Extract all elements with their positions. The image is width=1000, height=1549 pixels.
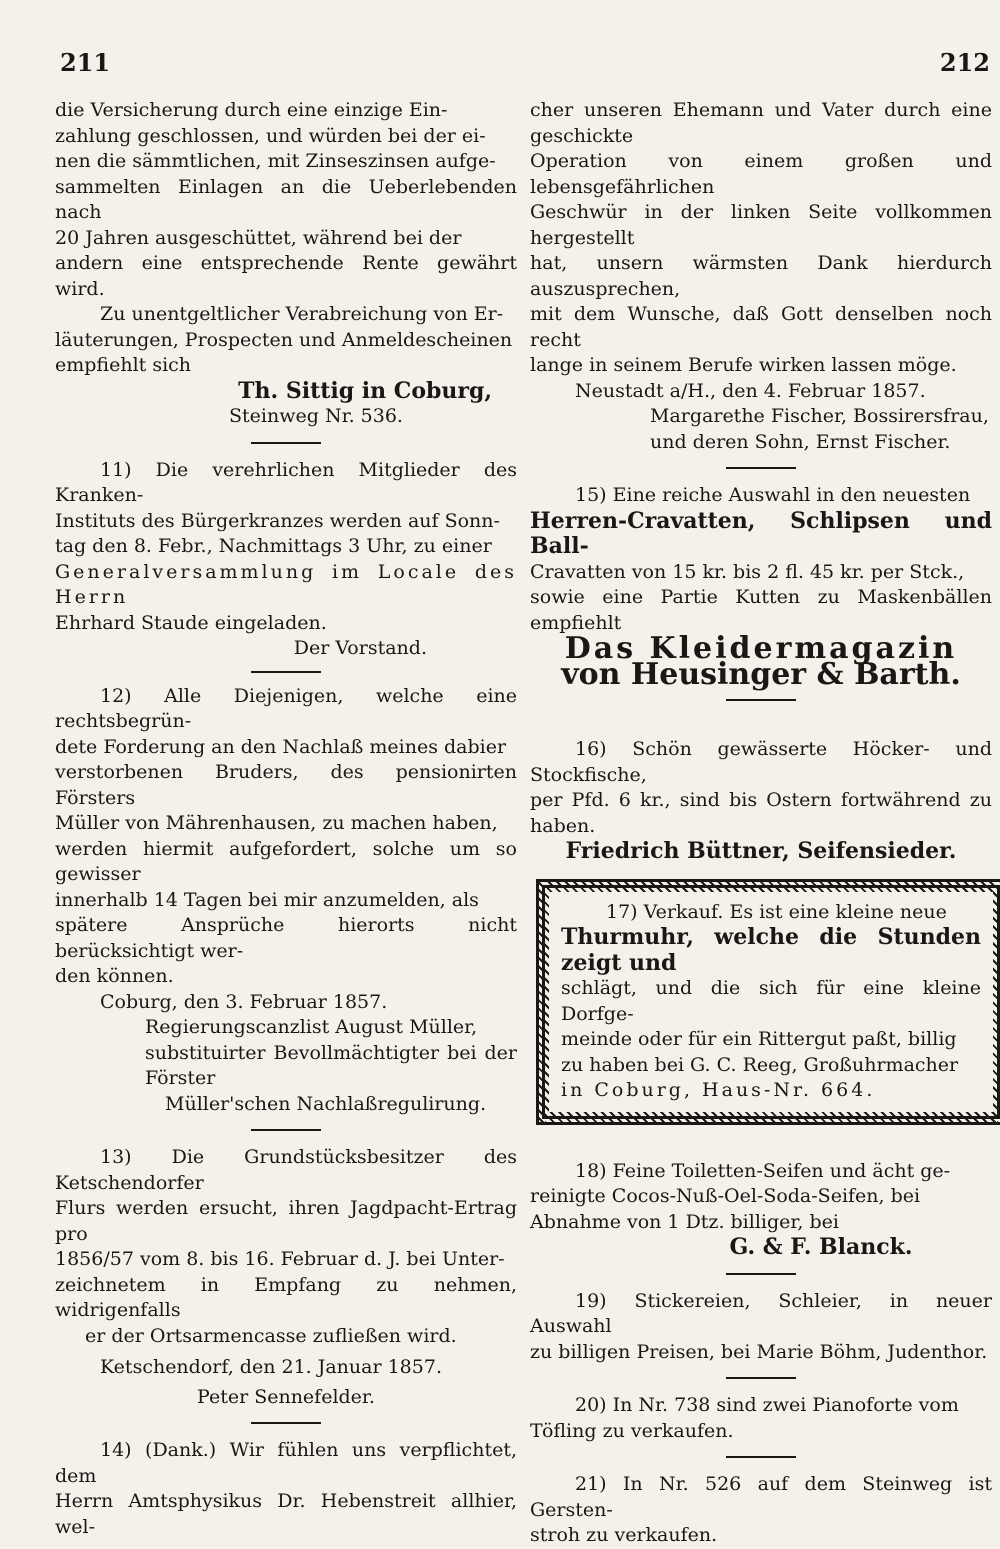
text-line: Zu unentgeltlicher Verabreichung von Er- — [100, 303, 504, 325]
place-date: Ketschendorf, den 21. Januar 1857. — [100, 1356, 442, 1378]
text-line: 13) Die Grundstücksbesitzer des Ketschendorfer — [55, 1146, 517, 1194]
left-column — [55, 98, 517, 1540]
text-line: meinde oder für ein Rittergut paßt, billig — [561, 1028, 957, 1050]
spacer — [530, 1125, 992, 1159]
separator-rule — [726, 467, 796, 469]
separator-rule — [251, 442, 321, 444]
text-line: Geschwür in der linken Seite vollkommen hergestellt — [530, 201, 992, 249]
sign-line: Müller'schen Nachlaßregulirung. — [165, 1092, 487, 1115]
text-line: hat, unsern wärmsten Dank hierdurch auszusprechen, — [530, 252, 992, 300]
sign-line: Margarethe Fischer, Bossirersfrau, — [650, 405, 989, 427]
ad-signature: Friedrich Büttner, Seifensieder. — [565, 838, 957, 864]
text-line: zu billigen Preisen, bei Marie Böhm, Judenthor. — [530, 1340, 988, 1363]
ad-17 — [549, 892, 993, 1112]
ad-14 — [55, 1438, 517, 1540]
sign-line: Regierungscanzlist August Müller, — [145, 1016, 478, 1038]
ad-signature: Der Vorstand. — [293, 637, 427, 659]
text-line: Herren-Cravatten, Schlipsen und Ball- — [530, 507, 992, 559]
right-column — [530, 98, 992, 1549]
separator-rule — [726, 1456, 796, 1458]
text-line: 20 Jahren ausgeschüttet, während bei der — [55, 226, 462, 249]
text-line: sammelten Einlagen an die Ueberlebenden nach — [55, 175, 517, 223]
text-line: mit dem Wunsche, daß Gott denselben noch recht — [530, 303, 992, 351]
text-line: tag den 8. Febr., Nachmittags 3 Uhr, zu einer — [55, 535, 492, 557]
separator-rule — [726, 1273, 796, 1275]
text-line: er der Ortsarmencasse zufließen wird. — [85, 1324, 457, 1347]
insurance-notice — [55, 98, 517, 430]
company-address: Steinweg Nr. 536. — [229, 405, 403, 427]
page-number-left: 211 — [60, 48, 111, 77]
text-line: 18) Feine Toiletten-Seifen und ächt ge- — [575, 1159, 951, 1182]
text-line: reinigte Cocos-Nuß-Oel-Soda-Seifen, bei — [530, 1185, 921, 1207]
text-line: 11) Die verehrlichen Mitglieder des Kranken- — [55, 458, 517, 506]
text-line: 16) Schön gewässerte Höcker- und Stockfische, — [530, 738, 992, 786]
place-date: Neustadt a/H., den 4. Februar 1857. — [575, 379, 926, 402]
ad-signature: G. & F. Blanck. — [729, 1234, 913, 1260]
page-number-right: 212 — [939, 48, 990, 77]
text-line: Instituts des Bürgerkranzes werden auf Sonn- — [55, 509, 500, 532]
text-line: schlägt, und die sich für eine kleine Dorfge- — [561, 977, 981, 1025]
ad-16 — [530, 737, 992, 865]
sign-line: substituirter Bevollmächtigter bei der Förster — [145, 1041, 517, 1089]
text-line: den können. — [55, 965, 174, 987]
text-line: empfiehlt sich — [55, 354, 192, 376]
ad-21 — [530, 1472, 992, 1549]
text-line: innerhalb 14 Tagen bei mir anzumelden, als — [55, 888, 479, 911]
text-line: zu haben bei G. C. Reeg, Großuhrmacher — [561, 1053, 959, 1076]
place-date: Coburg, den 3. Februar 1857. — [100, 990, 388, 1013]
ad-13 — [55, 1145, 517, 1410]
text-line: Operation von einem großen und lebensgefährlichen — [530, 150, 992, 198]
text-line: 12) Alle Diejenigen, welche eine rechtsbegrün- — [55, 684, 517, 732]
separator-rule — [251, 671, 321, 673]
text-line: Generalversammlung im Locale des Herrn — [55, 560, 517, 608]
text-line: cher unseren Ehemann und Vater durch eine geschickte — [530, 99, 992, 147]
text-line: lange in seinem Berufe wirken lassen möge. — [530, 354, 957, 376]
text-line: stroh zu verkaufen. — [530, 1524, 718, 1546]
ad-20 — [530, 1393, 992, 1444]
ad-19 — [530, 1289, 992, 1366]
ad-14-continued — [530, 98, 992, 455]
text-line: sowie eine Partie Kutten zu Maskenbällen empfiehlt — [530, 586, 992, 634]
text-line: per Pfd. 6 kr., sind bis Ostern fortwährend zu haben. — [530, 789, 992, 837]
store-owner: von Heusinger & Barth. — [561, 656, 961, 692]
text-line: nen die sämmtlichen, mit Zinseszinsen aufge- — [55, 150, 496, 172]
text-line: Cravatten von 15 kr. bis 2 fl. 45 kr. per Stck., — [530, 560, 965, 583]
text-line: 15) Eine reiche Auswahl in den neuesten — [575, 484, 971, 506]
text-line: Müller von Mährenhausen, zu machen haben, — [55, 812, 498, 834]
ornamental-frame — [536, 879, 1000, 1125]
text-line: zahlung geschlossen, und würden bei der ei- — [55, 124, 486, 147]
text-line: Flurs werden ersucht, ihren Jagdpacht-Ertrag pro — [55, 1197, 517, 1245]
text-line: die Versicherung durch eine einzige Ein- — [55, 99, 448, 121]
text-line: Thurmuhr, welche die Stunden zeigt und — [561, 924, 981, 976]
sign-line: und deren Sohn, Ernst Fischer. — [650, 430, 951, 453]
text-line: 1856/57 vom 8. bis 16. Februar d. J. bei Unter- — [55, 1248, 505, 1270]
text-line: dete Forderung an den Nachlaß meines dabier — [55, 735, 507, 758]
text-line: 21) In Nr. 526 auf dem Steinweg ist Gersten- — [530, 1473, 992, 1521]
text-line: spätere Ansprüche hierorts nicht berücksichtigt wer- — [55, 914, 517, 962]
text-line: 19) Stickereien, Schleier, in neuer Auswahl — [530, 1289, 992, 1337]
store-name: Das Kleidermagazin — [564, 631, 958, 666]
text-line: 14) (Dank.) Wir fühlen uns verpflichtet, dem — [55, 1439, 517, 1487]
text-line: Töfling zu verkaufen. — [530, 1419, 734, 1442]
separator-rule — [251, 1129, 321, 1131]
text-line: 17) Verkauf. Es ist eine kleine neue — [606, 900, 947, 923]
text-line: Abnahme von 1 Dtz. billiger, bei — [530, 1210, 839, 1233]
company-name: Th. Sittig in Coburg, — [238, 377, 492, 404]
text-line: werden hiermit aufgefordert, solche um so gewisser — [55, 837, 517, 885]
text-line: verstorbenen Bruders, des pensionirten Försters — [55, 761, 517, 809]
text-line: in Coburg, Haus-Nr. 664. — [561, 1079, 876, 1101]
separator-rule — [726, 1377, 796, 1379]
separator-rule — [726, 699, 796, 701]
ad-11 — [55, 458, 517, 662]
text-line: Ehrhard Staude eingeladen. — [55, 611, 327, 634]
text-line: zeichnetem in Empfang zu nehmen, widrigenfalls — [55, 1273, 517, 1321]
ad-18 — [530, 1159, 992, 1261]
spacer — [530, 715, 992, 737]
separator-rule — [251, 1422, 321, 1424]
text-line: 20) In Nr. 738 sind zwei Pianoforte vom — [575, 1394, 959, 1416]
ad-12 — [55, 684, 517, 1118]
ad-signature: Peter Sennefelder. — [197, 1385, 375, 1408]
text-line: läuterungen, Prospecten und Anmeldescheinen — [55, 328, 513, 351]
text-line: Herrn Amtsphysikus Dr. Hebenstreit allhier, wel- — [55, 1490, 517, 1538]
text-line: andern eine entsprechende Rente gewährt wird. — [55, 252, 517, 300]
ad-15 — [530, 483, 992, 692]
